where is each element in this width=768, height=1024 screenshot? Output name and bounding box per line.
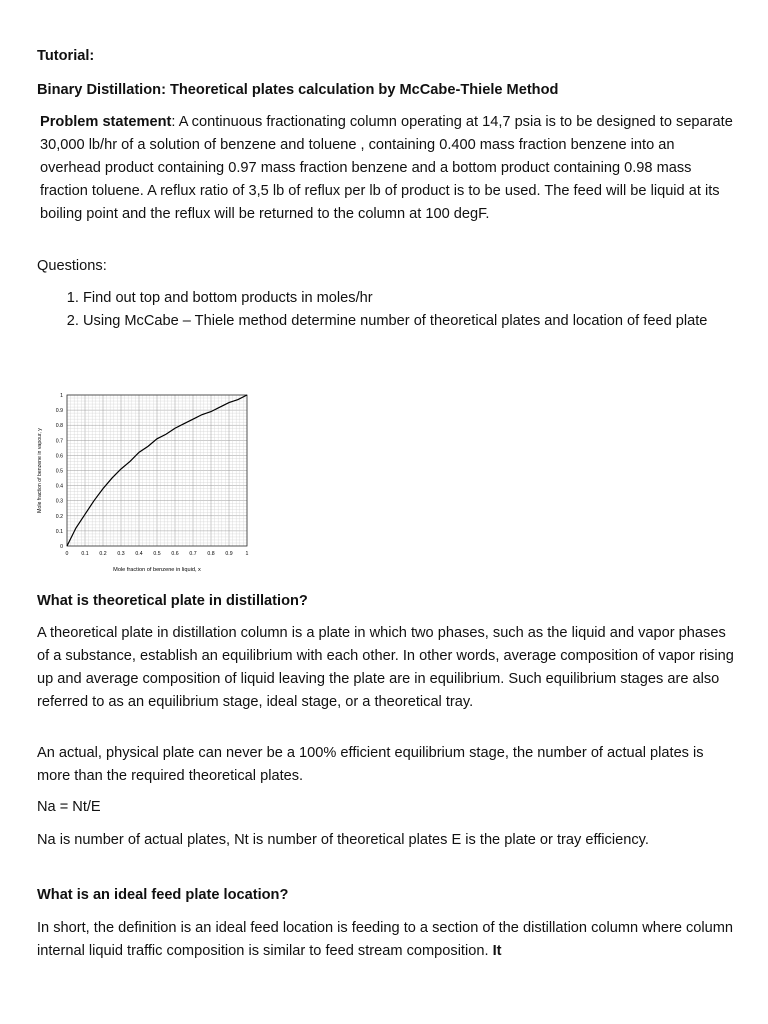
- y-tick-label: 0.7: [55, 438, 63, 445]
- y-tick-label: 0.6: [55, 453, 63, 460]
- y-tick-label: 0.8: [55, 423, 63, 430]
- section1-paragraph-1: A theoretical plate in distillation column is a plate in which two phases, such as the liquid and vapor phases of a substance, establish an equilibrium with each other. In other words, average composition of vapor rising up and average composition of liquid leaving the plate are in equilibrium. Such equilibrium stages are also referred to as an equilibrium stage, ideal stage, or a theoretical tray.: [37, 625, 734, 710]
- y-tick-label: 0.9: [55, 408, 63, 415]
- section2-heading: What is an ideal feed plate location?: [37, 887, 289, 903]
- x-tick-label: 0: [65, 551, 69, 557]
- x-tick-label: 0.1: [81, 551, 89, 557]
- section2-paragraph: [37, 917, 737, 963]
- document-title: Binary Distillation: Theoretical plates calculation by McCabe-Thiele Method: [37, 82, 559, 98]
- y-tick-label: 0.4: [55, 483, 63, 490]
- y-axis-label: Mole fraction of benzene in vapour, y: [37, 428, 43, 513]
- problem-statement-label: Problem statement: [40, 114, 172, 130]
- x-tick-labels: [66, 551, 249, 557]
- y-tick-label: 0.2: [55, 513, 63, 520]
- x-tick-label: 0.6: [171, 551, 179, 557]
- y-tick-label: 0: [60, 544, 63, 550]
- x-tick-label: 0.7: [189, 551, 197, 557]
- x-tick-label: 1: [245, 551, 249, 557]
- y-tick-labels: [56, 393, 63, 550]
- x-tick-label: 0.4: [135, 551, 143, 557]
- problem-statement: [40, 111, 737, 226]
- y-tick-label: 0.1: [55, 528, 63, 535]
- question-item: 1. Find out top and bottom products in moles/hr: [83, 287, 768, 310]
- x-tick-label: 0.9: [225, 551, 233, 557]
- x-tick-label: 0.3: [117, 551, 125, 557]
- y-tick-label: 1: [60, 393, 63, 399]
- y-tick-label: 0.3: [55, 498, 63, 505]
- x-tick-label: 0.8: [207, 551, 215, 557]
- section2-paragraph-text: In short, the definition is an ideal feed location is feeding to a section of the distillation column where column internal liquid traffic composition is similar to feed stream composition.: [37, 920, 734, 959]
- x-axis-label: Mole fraction of benzene in liquid, x: [113, 567, 201, 573]
- section1-paragraph-2: An actual, physical plate can never be a 100% efficient equilibrium stage, the number of actual plates is more than the required theoretical plates.: [37, 745, 704, 784]
- section2-paragraph-bold: It: [492, 943, 502, 959]
- y-tick-label: 0.5: [55, 468, 63, 475]
- x-tick-label: 0.5: [153, 551, 161, 557]
- questions-label: Questions:: [37, 258, 107, 274]
- vle-chart: [30, 383, 265, 578]
- section1-paragraph-3: Na is number of actual plates, Nt is number of theoretical plates E is the plate or tray efficiency.: [37, 832, 649, 848]
- tutorial-label: Tutorial:: [37, 48, 95, 64]
- question-item: 2. Using McCabe – Thiele method determine number of theoretical plates and location of feed plate: [83, 310, 768, 333]
- chart-grid: [67, 395, 247, 546]
- section1-heading: What is theoretical plate in distillation?: [37, 593, 308, 609]
- questions-list: [37, 287, 768, 333]
- x-tick-label: 0.2: [99, 551, 107, 557]
- problem-statement-text: : A continuous fractionating column operating at 14,7 psia is to be designed to separate 30,000 lb/hr of a solution of benzene and toluene , containing 0.400 mass fraction benzene into an overhead product containing 0.97 mass fraction benzene and a bottom product containing 0.98 mass fraction toluene. A reflux ratio of 3,5 lb of reflux per lb of product is to be used. The feed will be liquid at its boiling point and the reflux will be returned to the column at 100 degF.: [40, 114, 733, 222]
- formula: Na = Nt/E: [37, 799, 101, 815]
